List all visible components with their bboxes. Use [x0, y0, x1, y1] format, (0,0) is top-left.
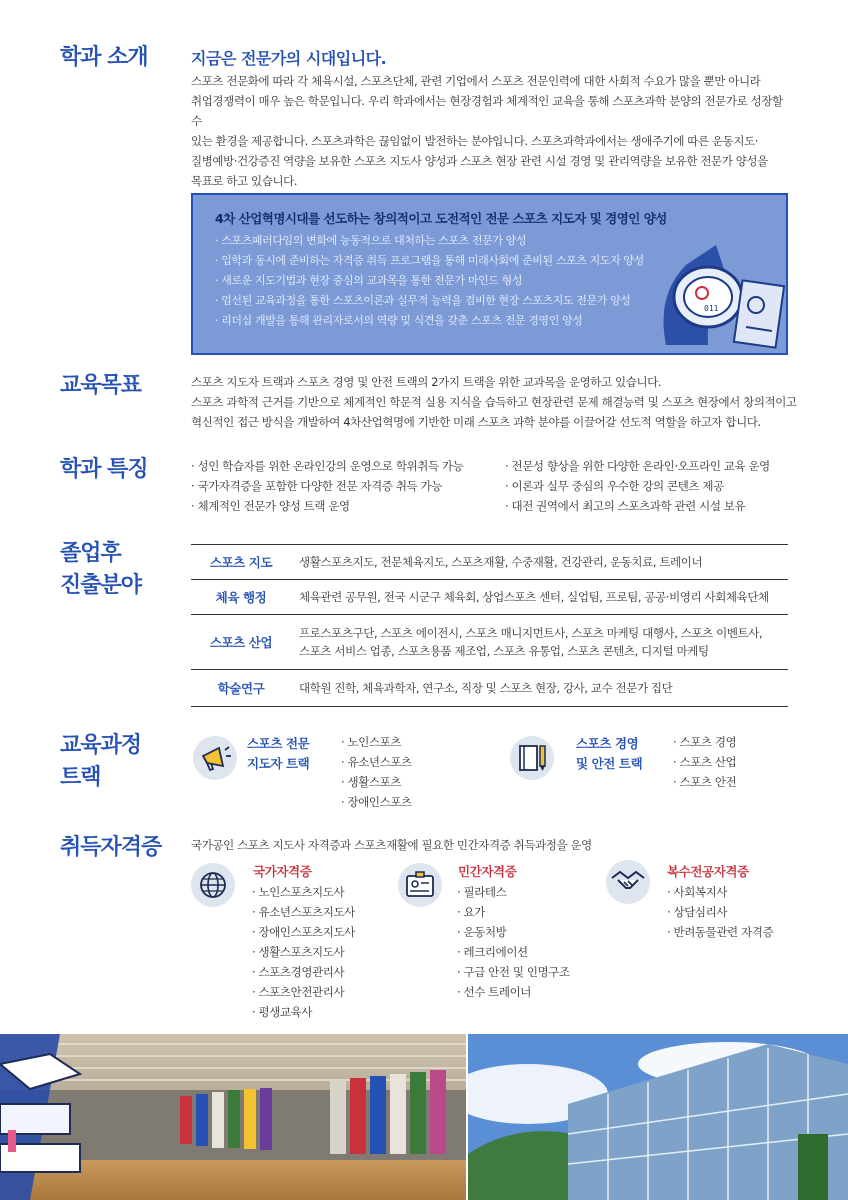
vision-item: · 엄선된 교육과정을 통한 스포츠이론과 실무적 능력을 겸비한 현장 스포츠지도 전문가 양성 — [215, 294, 631, 307]
feature-item: · 성인 학습자를 위한 온라인강의 운영으로 학위취득 가능 — [191, 459, 464, 473]
track-coach-list — [341, 732, 412, 812]
career-desc-line: 프로스포츠구단, 스포츠 에이전시, 스포츠 매니지먼트사, 스포츠 마케팅 대행사, 스포츠 이벤트사, — [299, 626, 763, 640]
vision-item: · 스포츠패러다임의 변화에 능동적으로 대처하는 스포츠 전문가 양성 — [215, 234, 527, 247]
goals-line: 스포츠 과학적 근거를 기반으로 체계적인 학문적 실용 지식을 습득하고 현장관련 문제 해결능력 및 스포츠 현장에서 창의적이고 — [191, 395, 797, 409]
vision-item: · 새로운 지도기법과 현장 중심의 교과목을 통한 전문가 마인드 형성 — [215, 274, 523, 287]
intro-line: 있는 환경을 제공합니다. 스포츠과학은 끊임없이 발전하는 분야입니다. 스포츠과학과에서는 생애주기에 따른 운동지도· — [191, 134, 759, 148]
section-title-intro: 학과 소개 — [60, 45, 148, 70]
track-label-line: 스포츠 경영 — [576, 736, 639, 751]
intro-paragraph — [191, 71, 796, 191]
vision-item: · 리더십 개발을 통해 관리자로서의 역량 및 식견을 갖춘 스포츠 전문 경영인 양성 — [215, 314, 583, 327]
cert-item: · 노인스포츠지도사 — [252, 885, 345, 899]
cert-national-title: 국가자격증 — [253, 864, 312, 879]
feature-item: · 대전 권역에서 최고의 스포츠과학 관련 시설 보유 — [505, 499, 746, 513]
features-right-list — [505, 456, 770, 516]
section-title-tracks-line1: 교육과정 — [60, 733, 142, 758]
cert-item: · 레크리에이션 — [457, 945, 528, 959]
feature-item: · 이론과 실무 중심의 우수한 강의 콘텐츠 제공 — [505, 479, 724, 493]
career-name: 학술연구 — [217, 681, 265, 696]
cert-national-list — [252, 882, 355, 1022]
intro-line: 목표로 하고 있습니다. — [191, 174, 298, 188]
cert-item: · 상담심리사 — [667, 905, 728, 919]
career-table — [191, 544, 788, 707]
notebook-pencil-icon — [510, 736, 554, 780]
intro-line: 취업경쟁력이 매우 높은 학문입니다. 우리 학과에서는 현장경험과 체계적인 교육을 통해 스포츠과학 분양의 전문가로 성장할 수 — [191, 94, 783, 128]
goals-text — [191, 372, 801, 432]
goals-line: 혁신적인 접근 방식을 개발하여 4차산업혁명에 기반한 미래 스포츠 과학 분야를 이끌어갈 선도적 역할을 하고자 합니다. — [191, 415, 761, 429]
career-desc-line: 스포츠 서비스 업종, 스포츠용품 제조업, 스포츠 유통업, 스포츠 콘텐츠, 디지털 마케팅 — [299, 644, 709, 658]
career-desc: 생활스포츠지도, 전문체육지도, 스포츠재활, 수중재활, 건강관리, 운동치료, 트레이너 — [299, 555, 703, 569]
cert-private-list — [457, 882, 570, 1002]
cert-item: · 선수 트레이너 — [457, 985, 532, 999]
intro-heading: 지금은 전문가의 시대입니다. — [191, 49, 387, 68]
track-item: · 장애인스포츠 — [341, 795, 412, 809]
section-title-certs: 취득자격증 — [60, 835, 162, 860]
career-row — [191, 670, 788, 706]
feature-item: · 국가자격증을 포함한 다양한 전문 자격증 취득 가능 — [191, 479, 442, 493]
section-title-features: 학과 특징 — [60, 457, 148, 482]
certs-intro: 국가공인 스포츠 지도사 자격증과 스포츠재활에 필요한 민간자격증 취득과정을 운영 — [191, 838, 592, 852]
track-mgmt-label — [576, 734, 642, 774]
section-title-careers-line1: 졸업후 — [60, 541, 121, 566]
section-title-tracks-line2: 트랙 — [60, 765, 101, 790]
track-label-line: 지도자 트랙 — [247, 756, 310, 771]
track-coach-label — [247, 734, 309, 774]
globe-icon — [191, 863, 235, 907]
career-row — [191, 580, 788, 615]
career-name: 스포츠 산업 — [209, 635, 273, 650]
career-row — [191, 615, 788, 670]
cert-private-title: 민간자격증 — [458, 864, 517, 879]
cert-item: · 운동처방 — [457, 925, 507, 939]
cert-item: · 장애인스포츠지도사 — [252, 925, 355, 939]
cert-item: · 유소년스포츠지도사 — [252, 905, 355, 919]
career-desc: 체육관련 공무원, 전국 시군구 체육회, 상업스포츠 센터, 실업팀, 프로팀, 공공·비영리 사회체육단체 — [299, 590, 769, 604]
career-desc: 대학원 진학, 체육과학자, 연구소, 직장 및 스포츠 현장, 강사, 교수 전문가 집단 — [299, 681, 673, 695]
goals-line: 스포츠 지도자 트랙과 스포츠 경영 및 안전 트랙의 2가지 트랙을 위한 교과목을 운영하고 있습니다. — [191, 375, 662, 389]
cert-item: · 스포츠경영관리사 — [252, 965, 345, 979]
cert-item: · 생활스포츠지도사 — [252, 945, 345, 959]
track-mgmt-list — [673, 732, 736, 792]
intro-line: 질병예방·건강증진 역량을 보유한 스포츠 지도사 양성과 스포츠 현장 관련 시설 경영 및 관리역량을 보유한 전문가 양성을 — [191, 154, 768, 168]
career-row — [191, 545, 788, 580]
cert-item: · 요가 — [457, 905, 485, 919]
track-item: · 노인스포츠 — [341, 735, 402, 749]
svg-text:011: 011 — [704, 304, 719, 313]
track-item: · 스포츠 안전 — [673, 775, 737, 789]
cert-item: · 평생교육사 — [252, 1005, 313, 1019]
cert-double-title: 복수전공자격증 — [667, 864, 749, 879]
features-left-list — [191, 456, 463, 516]
cert-item: · 사회복지사 — [667, 885, 728, 899]
handshake-icon — [606, 860, 650, 904]
track-item: · 스포츠 경영 — [673, 735, 737, 749]
smartwatch-illustration-icon — [646, 235, 786, 355]
cert-item: · 필라테스 — [457, 885, 507, 899]
cert-item: · 구급 안전 및 인명구조 — [457, 965, 570, 979]
track-label-line: 및 안전 트랙 — [576, 756, 643, 771]
vision-item: · 입학과 동시에 준비하는 자격증 취득 프로그램을 통해 미래사회에 준비된 스포츠 지도자 양성 — [215, 254, 644, 267]
career-name: 체육 행정 — [215, 590, 267, 605]
track-item: · 유소년스포츠 — [341, 755, 412, 769]
vision-title: 4차 산업혁명시대를 선도하는 창의적이고 도전적인 전문 스포츠 지도자 및 경영인 양성 — [215, 211, 667, 226]
track-item: · 생활스포츠 — [341, 775, 402, 789]
gymnasium-photo — [0, 1034, 466, 1200]
cert-item: · 스포츠안전관리사 — [252, 985, 345, 999]
megaphone-icon — [193, 736, 237, 780]
cert-item: · 반려동물관련 자격증 — [667, 925, 774, 939]
career-desc — [291, 624, 788, 660]
section-title-careers-line2: 진출분야 — [60, 573, 142, 598]
track-item: · 스포츠 산업 — [673, 755, 737, 769]
cert-double-list — [667, 882, 773, 942]
building-photo — [468, 1034, 848, 1200]
feature-item: · 전문성 향상을 위한 다양한 온라인·오프라인 교육 운영 — [505, 459, 770, 473]
vision-list — [215, 231, 644, 331]
id-card-icon — [398, 863, 442, 907]
career-name: 스포츠 지도 — [209, 555, 273, 570]
intro-line: 스포츠 전문화에 따라 각 체육시설, 스포츠단체, 관련 기업에서 스포츠 전문인력에 대한 사회적 수요가 많을 뿐만 아니라 — [191, 74, 761, 88]
section-title-goals: 교육목표 — [60, 373, 142, 398]
feature-item: · 체계적인 전문가 양성 트랙 운영 — [191, 499, 350, 513]
vision-box — [191, 193, 788, 355]
track-label-line: 스포츠 전문 — [247, 736, 310, 751]
